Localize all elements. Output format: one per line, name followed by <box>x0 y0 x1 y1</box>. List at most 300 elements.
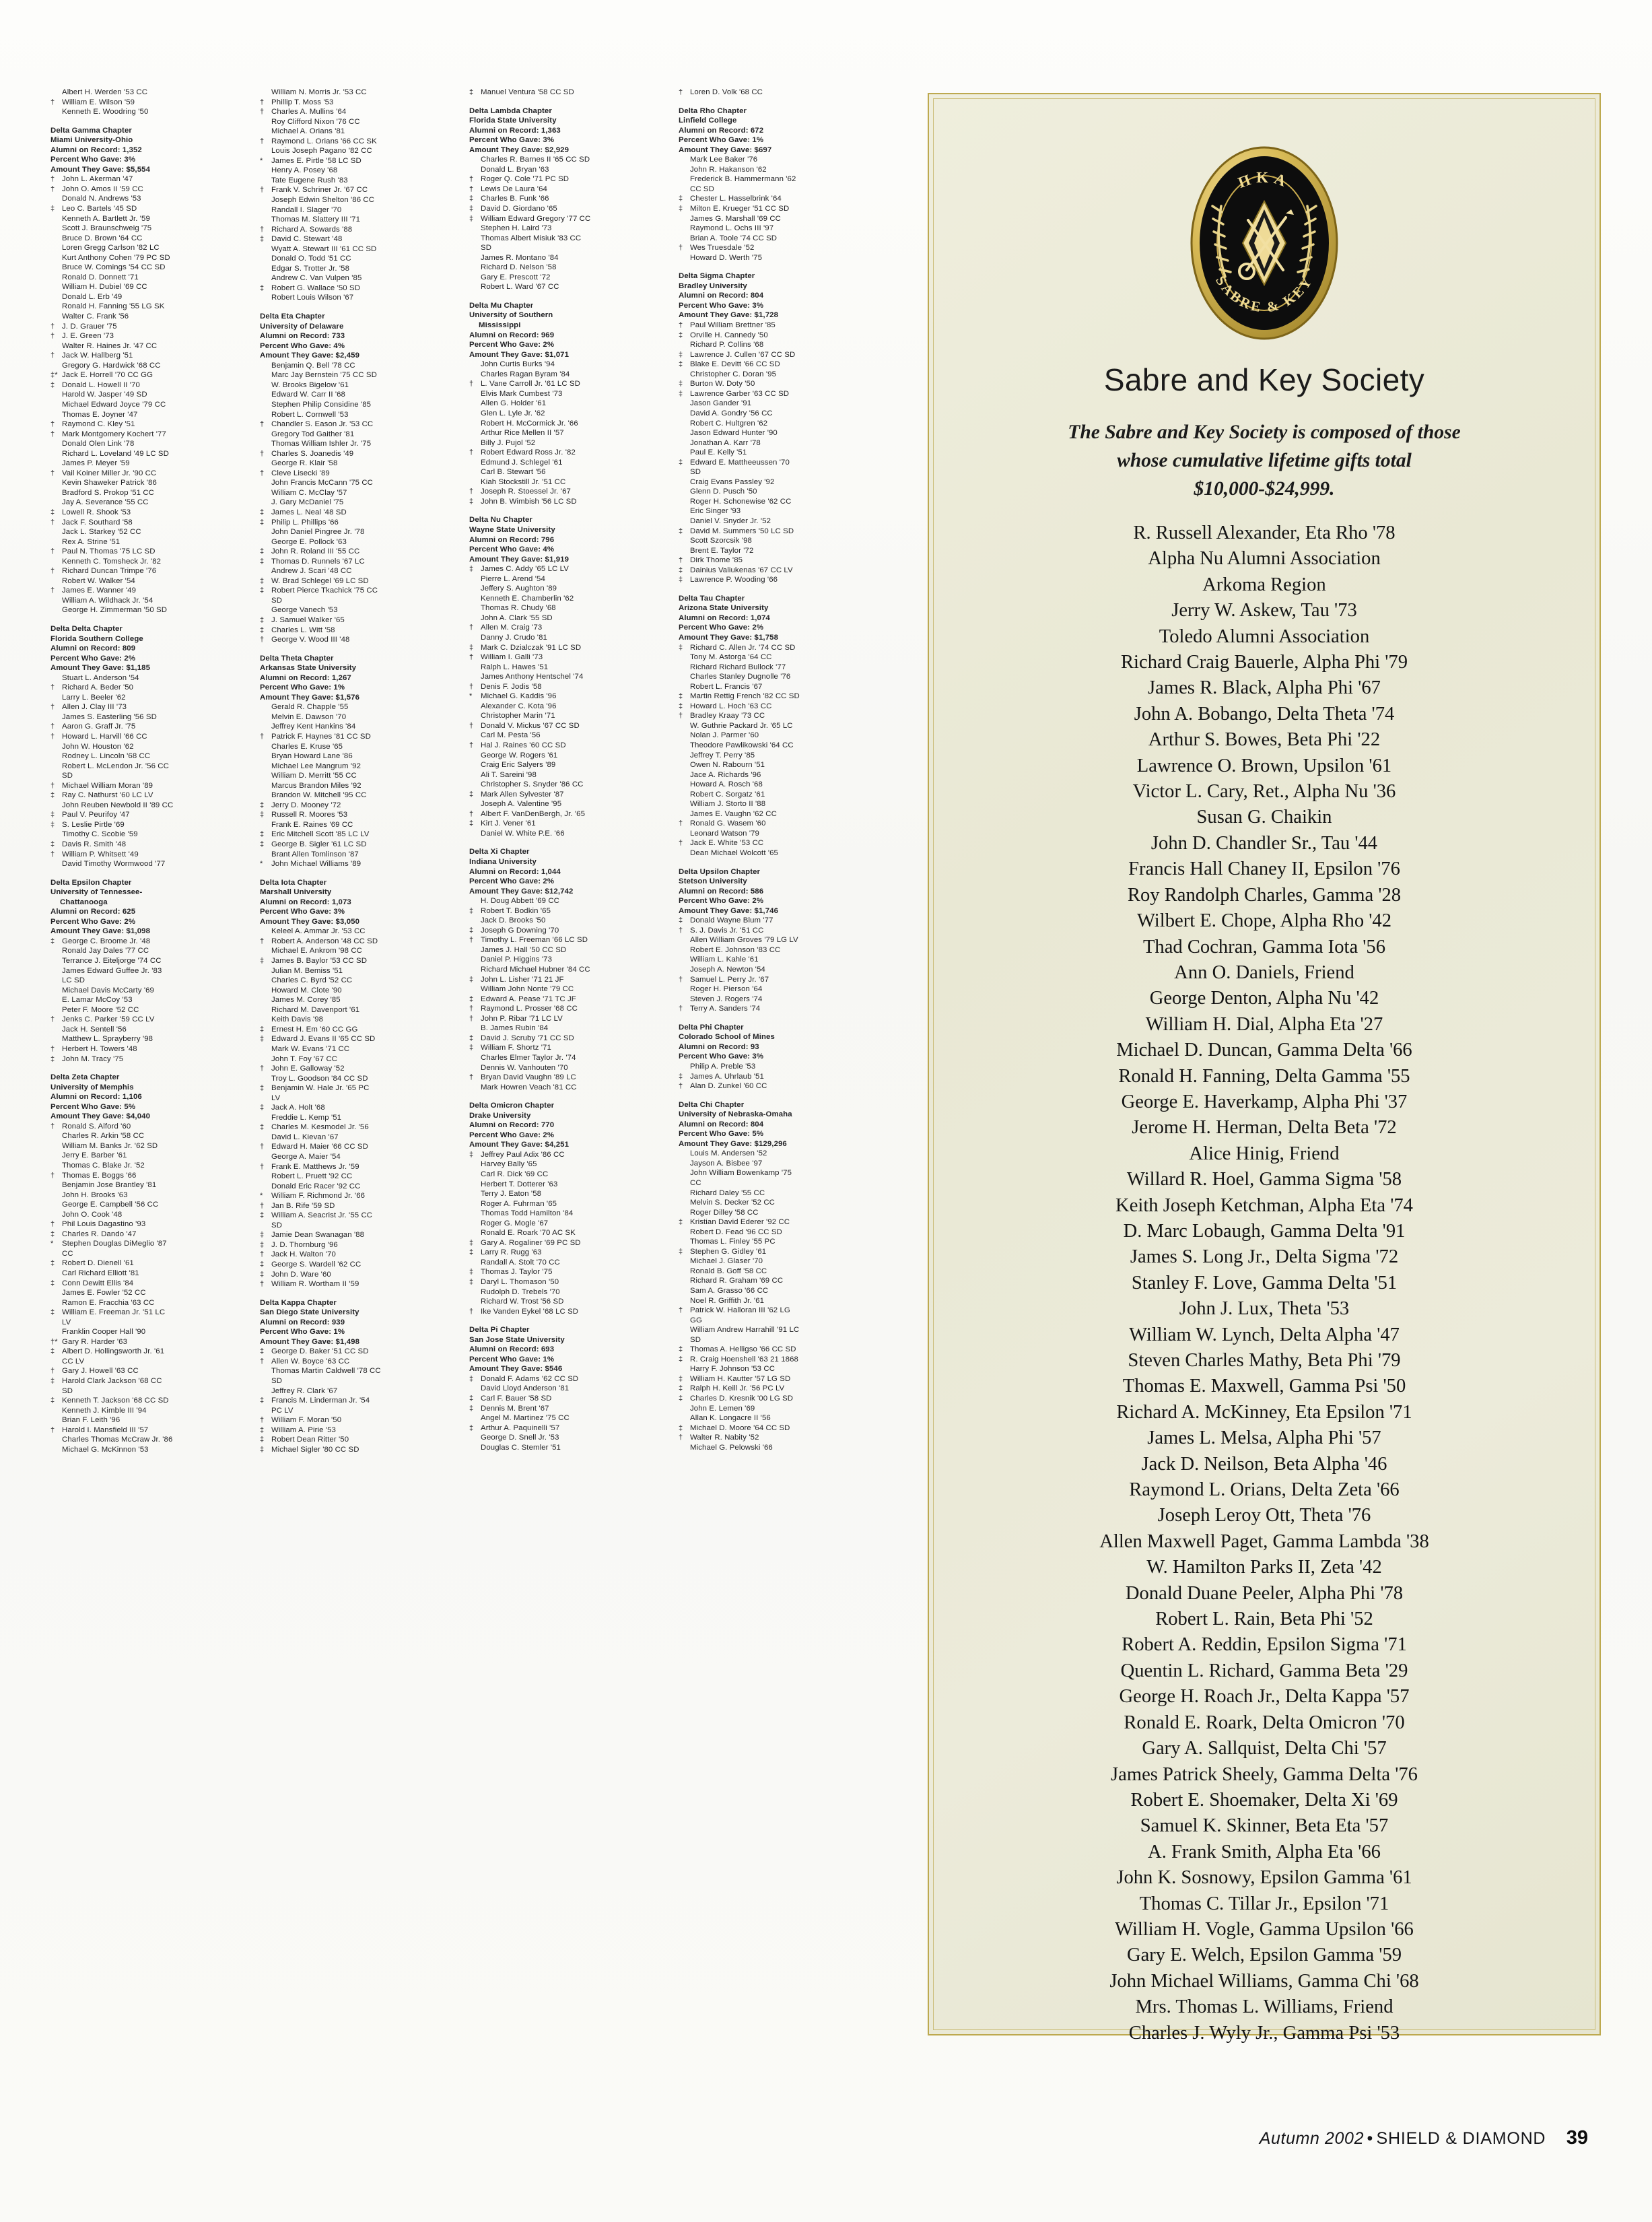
donor-name: Frank V. Schriner Jr. '67 CC <box>271 186 368 195</box>
donor-name: Thomas C. Blake Jr. '52 <box>62 1161 145 1170</box>
donor-name: Robert Louis Wilson '67 <box>271 294 354 302</box>
donor-name: Howard L. Harvill '66 CC <box>62 733 147 741</box>
donor-giving-mark: † <box>260 469 265 477</box>
donor-name: Donald Olen Link '78 <box>62 440 135 448</box>
donor-entry <box>679 331 881 341</box>
donor-entry <box>260 1162 462 1172</box>
donor-entry <box>469 1014 672 1024</box>
donor-name: Carl Richard Elliott '81 <box>62 1269 139 1277</box>
chapter-school: Indiana University <box>469 858 537 867</box>
donor-entry <box>260 127 462 137</box>
society-member: John K. Sosnowy, Epsilon Gamma '61 <box>1116 1867 1412 1889</box>
donor-name: Harold Clark Jackson '68 CC <box>62 1377 162 1385</box>
donor-entry <box>679 546 881 556</box>
donor-name: William Edward Gregory '77 CC <box>481 214 591 223</box>
donor-entry <box>469 1023 672 1034</box>
donor-entry <box>469 1180 672 1190</box>
donor-entry <box>469 165 672 175</box>
donor-giving-mark: * <box>260 860 263 869</box>
donor-name: Richard M. Davenport '61 <box>271 1005 360 1014</box>
donor-entry <box>469 574 672 584</box>
donor-giving-mark: † <box>260 937 265 945</box>
alumni-on-record: Alumni on Record: 1,106 <box>50 1093 142 1102</box>
donor-entry <box>469 1209 672 1219</box>
donor-giving-mark: † <box>679 88 683 96</box>
donor-name: J. D. Thornburg '96 <box>271 1240 338 1249</box>
donor-giving-mark: ‡ <box>469 1238 474 1247</box>
donor-name: Stephen Douglas DiMeglio '87 <box>62 1240 167 1248</box>
donor-name: David C. Stewart '48 <box>271 235 343 244</box>
donor-giving-mark: † <box>679 926 683 935</box>
donor-name: Aaron G. Graff Jr. '75 <box>62 722 136 731</box>
chapter-school: Drake University <box>469 1111 531 1120</box>
donor-giving-mark: ‡ <box>469 1044 474 1052</box>
donor-name: James M. Corey '85 <box>271 996 341 1005</box>
donor-giving-mark: † <box>50 1220 55 1229</box>
donor-name: John Michael Williams '89 <box>271 860 362 869</box>
donor-column-4 <box>679 88 888 2114</box>
donor-name: Charles Thomas McCraw Jr. '86 <box>62 1436 173 1444</box>
donor-name: George V. Wood III '48 <box>271 636 350 644</box>
donor-name: William F. Richmond Jr. '66 <box>271 1192 366 1201</box>
chapter-block <box>679 594 881 858</box>
donor-name: Melvin S. Decker '52 CC <box>690 1199 776 1207</box>
donor-entry <box>50 1258 253 1269</box>
donor-entry <box>469 389 672 399</box>
donor-name: Stephen H. Laird '73 <box>481 224 552 233</box>
donor-entry <box>260 1347 462 1357</box>
donor-entry <box>679 340 881 350</box>
donor-name: Harold W. Jasper '49 SD <box>62 391 147 399</box>
donor-entry <box>260 1133 462 1143</box>
donor-entry <box>679 692 881 702</box>
donor-entry <box>679 1394 881 1404</box>
donor-giving-mark: † <box>260 1280 265 1289</box>
chapter-header <box>260 878 462 927</box>
donor-name: Frank E. Raines '69 CC <box>271 820 353 829</box>
donor-name: Richard Daley '55 CC <box>690 1188 765 1197</box>
society-member: William W. Lynch, Delta Alpha '47 <box>1129 1324 1400 1345</box>
donor-entry <box>260 1201 462 1211</box>
donor-entry <box>50 88 253 98</box>
donor-entry <box>469 799 672 809</box>
chapter-block <box>679 271 881 585</box>
donor-name: Robert G. Wallace '50 SD <box>271 283 361 292</box>
donor-giving-mark: ‡ <box>469 1034 474 1042</box>
donor-giving-mark: † <box>469 487 474 496</box>
donor-name: Arthur Rice Mellen II '57 <box>481 429 564 438</box>
donor-name: Brant Allen Tomlinson '87 <box>271 850 359 858</box>
percent-who-gave: Percent Who Gave: 2% <box>469 1131 555 1139</box>
percent-who-gave: Percent Who Gave: 4% <box>260 341 345 350</box>
donor-name: Bruce W. Comings '54 CC SD <box>62 263 166 272</box>
donor-name: Allen M. Craig '73 <box>481 624 543 632</box>
donor-entry <box>50 1230 253 1240</box>
donor-entry <box>260 1182 462 1192</box>
donor-entry <box>50 1210 253 1220</box>
chapter-header <box>260 1298 462 1347</box>
donor-giving-mark: ‡ <box>679 566 683 574</box>
donor-entry <box>679 945 881 955</box>
donor-name: Theodore Pawlikowski '64 CC <box>690 741 794 749</box>
donor-name: Eric Singer '93 <box>690 507 741 516</box>
donor-entry <box>260 361 462 371</box>
donor-entry <box>260 459 462 469</box>
donor-name: Jason Edward Hunter '90 <box>690 429 778 438</box>
donor-giving-mark: ‡ <box>260 1231 265 1240</box>
donor-entry <box>679 497 881 507</box>
donor-name: John T. Foy '67 CC <box>271 1054 338 1063</box>
footer-separator: • <box>1367 2129 1374 2148</box>
donor-entry <box>469 672 672 682</box>
donor-entry <box>469 643 672 653</box>
donor-entry <box>679 1247 881 1257</box>
donor-giving-mark: ‡ <box>260 1270 265 1279</box>
donor-entry <box>679 1198 881 1208</box>
donor-entry <box>469 1404 672 1414</box>
donor-name: Charles M. Kesmodel Jr. '56 <box>271 1123 369 1132</box>
donor-entry <box>260 605 462 615</box>
donor-entry <box>679 1306 881 1316</box>
donor-name: Gary A. Rogaliner '69 PC SD <box>481 1238 581 1247</box>
society-member-list <box>948 520 1581 2046</box>
donor-giving-mark: † <box>469 624 474 632</box>
chapter-name: Delta Omicron Chapter <box>469 1102 555 1110</box>
donor-entry <box>260 234 462 244</box>
donor-name: Conn Dewitt Ellis '84 <box>62 1279 134 1287</box>
donor-name: Pierre L. Arend '54 <box>481 574 545 583</box>
donor-giving-mark: † <box>50 322 55 331</box>
donor-entry <box>50 1025 253 1035</box>
donor-name: Kenneth E. Woodring '50 <box>62 108 149 116</box>
donor-entry <box>260 1357 462 1367</box>
donor-name: Allan K. Longacre II '56 <box>690 1414 771 1423</box>
donor-entry <box>679 379 881 389</box>
society-member: Wilbert E. Chope, Alpha Rho '42 <box>1136 910 1392 932</box>
donor-entry <box>679 721 881 731</box>
donor-name: George D. Snell Jr. '53 <box>481 1434 559 1442</box>
donor-name: Jeffrey R. Clark '67 <box>271 1386 338 1395</box>
donor-entry <box>50 956 253 966</box>
donor-name: John O. Amos II '59 CC <box>62 184 143 193</box>
donor-giving-mark: ‡ <box>469 819 474 828</box>
society-member: Toledo Alumni Association <box>1159 626 1370 647</box>
donor-entry <box>50 605 253 615</box>
donor-entry <box>679 389 881 399</box>
donor-giving-mark: ‡ <box>469 1423 474 1432</box>
donor-entry <box>679 566 881 576</box>
donor-entry <box>260 117 462 127</box>
donor-name: Timothy C. Scobie '59 <box>62 830 138 839</box>
chapter-name: Delta Iota Chapter <box>260 878 327 887</box>
donor-entry <box>50 1415 253 1425</box>
donor-giving-mark: † <box>50 175 55 184</box>
donor-name: Scott J. Braunschweig '75 <box>62 224 152 233</box>
donor-entry <box>679 1433 881 1443</box>
donor-giving-mark: ‡ <box>50 205 55 213</box>
donor-name: Walter C. Frank '56 <box>62 312 129 321</box>
donor-name: Michael G. Pelowski '66 <box>690 1443 773 1452</box>
donor-name: Robert T. Bodkin '65 <box>481 906 551 915</box>
donor-name: Thomas M. Slattery III '71 <box>271 215 361 224</box>
donor-name: William E. Wilson '59 <box>62 98 135 106</box>
donor-name: Thomas E. Joyner '47 <box>62 410 138 419</box>
donor-giving-mark: ‡ <box>679 1384 683 1393</box>
donor-name: Benjamin Jose Brantley '81 <box>62 1181 157 1190</box>
chapter-school: University of Southern <box>469 311 553 320</box>
chapter-block <box>469 106 672 292</box>
donor-entry <box>260 449 462 459</box>
donor-entry <box>260 1191 462 1201</box>
donor-entry <box>50 419 253 430</box>
donor-name: Jonathan A. Karr '78 <box>690 438 761 447</box>
donor-name: Ronald G. Wasem '60 <box>690 819 766 828</box>
donor-entry <box>679 916 881 926</box>
donor-entry <box>679 556 881 566</box>
donor-giving-mark: ‡ <box>50 1230 55 1238</box>
donor-entry <box>469 1034 672 1044</box>
donor-name: Carl B. Stewart '56 <box>481 468 546 477</box>
percent-who-gave: Percent Who Gave: 2% <box>679 624 764 632</box>
donor-giving-mark: ‡ <box>260 1260 265 1269</box>
donor-column-1 <box>50 88 260 2114</box>
donor-name: William H. Dubiel '69 CC <box>62 283 147 292</box>
donor-name: W. Brad Schlegel '69 LC SD <box>271 576 369 585</box>
donor-name: Donald Wayne Blum '77 <box>690 916 773 925</box>
percent-who-gave: Percent Who Gave: 1% <box>260 1328 345 1337</box>
donor-entry <box>469 360 672 370</box>
donor-name: Gary E. Prescott '72 <box>481 273 551 281</box>
donor-entry <box>469 253 672 263</box>
donor-name: Richard C. Allen Jr. '74 CC SD <box>690 643 796 652</box>
donor-entry <box>469 594 672 604</box>
donor-name: S. Leslie Pirtle '69 <box>62 820 125 829</box>
percent-who-gave: Percent Who Gave: 3% <box>50 156 136 164</box>
alumni-on-record: Alumni on Record: 969 <box>469 331 555 339</box>
donor-name: Roger H. Pierson '64 <box>690 985 763 994</box>
donor-entry <box>260 1015 462 1025</box>
donor-name: Jeffrey Kent Hankins '84 <box>271 722 356 731</box>
donor-entry <box>679 838 881 848</box>
donor-giving-mark: ‡ <box>679 458 683 467</box>
donor-name: Charles Ragan Byram '84 <box>481 370 570 378</box>
donor-giving-mark: † <box>50 733 55 741</box>
donor-giving-mark: † <box>469 1005 474 1013</box>
donor-name: Ronald D. Donnett '71 <box>62 273 139 281</box>
chapter-block <box>469 847 672 1092</box>
donor-entry <box>260 390 462 400</box>
chapter-name: Delta Theta Chapter <box>260 654 334 663</box>
donor-giving-mark: ‡ <box>50 1054 55 1063</box>
donor-entry <box>260 547 462 557</box>
donor-name: Paul V. Peurifoy '47 <box>62 811 130 819</box>
donor-name: Roger Dilley '58 CC <box>690 1208 759 1217</box>
donor-name: James E. Pirtle '58 LC SD <box>271 156 362 165</box>
donor-entry <box>260 185 462 195</box>
donor-name-continuation: GG <box>690 1316 702 1324</box>
donor-name: George D. Baker '51 CC SD <box>271 1347 369 1356</box>
donor-name: Daniel P. Higgins '73 <box>481 955 553 964</box>
donor-giving-mark: ‡ <box>679 205 683 213</box>
donor-entry <box>469 613 672 624</box>
donor-entry <box>679 194 881 204</box>
donor-name: Bryan David Vaughn '89 LC <box>481 1073 576 1082</box>
donor-entry <box>260 1211 462 1221</box>
donor-entry <box>679 234 881 244</box>
donor-giving-mark: † <box>50 850 55 858</box>
donor-name: George H. Zimmerman '50 SD <box>62 606 168 615</box>
donor-name: George A. Maier '54 <box>271 1152 341 1161</box>
society-member: Jerry W. Askew, Tau '73 <box>1171 600 1357 621</box>
donor-name: Angel M. Martinez '75 CC <box>481 1414 570 1423</box>
donor-name: David L. Kievan '67 <box>271 1133 339 1141</box>
donor-name: Joseph A. Newton '54 <box>690 966 765 974</box>
chapter-name: Delta Eta Chapter <box>260 312 325 321</box>
donor-name: Charles E. Kruse '65 <box>271 742 343 751</box>
society-member: James R. Black, Alpha Phi '67 <box>1148 677 1381 699</box>
donor-entry <box>679 527 881 537</box>
donor-name: Blake E. Devitt '66 CC SD <box>690 360 780 369</box>
donor-entry <box>469 780 672 790</box>
donor-entry <box>679 321 881 331</box>
chapter-block <box>260 654 462 869</box>
donor-name: Donald L. Erb '49 <box>62 292 123 301</box>
donor-name: Robert L. McLendon Jr. '56 CC <box>62 762 169 770</box>
donor-entry <box>260 1113 462 1123</box>
donor-entry <box>260 537 462 547</box>
donor-entry <box>679 204 881 214</box>
donor-entry <box>469 477 672 487</box>
donor-entry <box>50 537 253 547</box>
donor-entry <box>260 850 462 860</box>
donor-entry <box>50 214 253 224</box>
donor-name: Jack E. Horrell '70 CC GG <box>62 371 153 380</box>
donor-entry <box>469 926 672 936</box>
donor-entry <box>679 165 881 175</box>
donor-name-continuation: SD <box>481 244 492 252</box>
donor-name: Robert Dean Ritter '50 <box>271 1436 349 1444</box>
donor-giving-mark: † <box>260 98 265 106</box>
donor-name: Lawrence P. Wooding '66 <box>690 576 778 584</box>
donor-name: W. Guthrie Packard Jr. '65 LC <box>690 721 793 730</box>
donor-entry <box>50 732 253 742</box>
donor-giving-mark: † <box>50 703 55 712</box>
donor-entry <box>50 586 253 596</box>
donor-name: Donald N. Andrews '53 <box>62 195 141 203</box>
donor-name: Raymond C. Kley '51 <box>62 420 135 429</box>
donor-giving-mark: † <box>50 781 55 790</box>
chapter-continuation-block <box>260 88 462 303</box>
donor-name: Ramon E. Fracchia '63 CC <box>62 1298 155 1307</box>
society-member: Arkoma Region <box>1202 574 1326 595</box>
alumni-on-record: Alumni on Record: 804 <box>679 1120 764 1129</box>
donor-entry <box>260 927 462 937</box>
donor-entry <box>679 663 881 673</box>
chapter-header <box>50 878 253 937</box>
donor-name: Ronald Jay Dales '77 CC <box>62 947 149 955</box>
amount-they-gave: Amount They Gave: $1,728 <box>679 311 778 320</box>
donor-name: William E. Freeman Jr. '51 LC <box>62 1308 166 1317</box>
donor-entry <box>50 1435 253 1445</box>
donor-giving-mark: † <box>50 332 55 341</box>
donor-name: Jace A. Richards '96 <box>690 770 761 779</box>
donor-entry <box>50 449 253 459</box>
donor-name: Andrew C. Van Vulpen '85 <box>271 274 362 283</box>
chapter-block <box>50 126 253 615</box>
donor-name: Frederick B. Hammermann '62 <box>690 175 796 184</box>
donor-name: Kenneth T. Jackson '68 CC SD <box>62 1396 169 1405</box>
donor-entry <box>260 1386 462 1396</box>
percent-who-gave: Percent Who Gave: 5% <box>679 1130 764 1139</box>
donor-giving-mark: ‡ <box>260 626 265 634</box>
donor-entry <box>469 916 672 926</box>
donor-name: William A. Pirie '53 <box>271 1425 336 1434</box>
donor-giving-mark: ‡ <box>679 1374 683 1383</box>
donor-giving-mark: ‡ <box>260 1347 265 1356</box>
donor-name: Richard A. Sowards '88 <box>271 225 353 234</box>
donor-name: Herbert T. Dotterer '63 <box>481 1180 558 1188</box>
donor-name: Walter R. Haines Jr. '47 CC <box>62 341 158 350</box>
donor-entry <box>679 1325 881 1335</box>
donor-name: George W. Rogers '61 <box>481 751 558 760</box>
donor-giving-mark: † <box>260 420 265 429</box>
donor-giving-mark: † <box>50 1122 55 1131</box>
donor-name: Bruce D. Brown '64 CC <box>62 234 143 242</box>
donor-entry <box>50 995 253 1005</box>
donor-giving-mark: † <box>679 712 683 720</box>
percent-who-gave: Percent Who Gave: 1% <box>679 136 764 145</box>
donor-giving-mark: ‡ <box>50 937 55 945</box>
chapter-header <box>260 312 462 361</box>
donor-giving-mark: † <box>260 1250 265 1259</box>
donor-entry <box>469 702 672 712</box>
donor-entry <box>50 478 253 488</box>
donor-entry <box>469 711 672 721</box>
chapter-header <box>679 271 881 321</box>
donor-entry <box>469 790 672 800</box>
donor-name: Dennis W. Vanhouten '70 <box>481 1063 568 1072</box>
donor-name: Harvey Bally '65 <box>481 1160 537 1169</box>
chapter-name: Delta Mu Chapter <box>469 301 534 310</box>
chapter-name: Delta Delta Chapter <box>50 624 123 633</box>
donor-entry <box>679 1276 881 1286</box>
donor-giving-mark: * <box>469 692 473 701</box>
donor-giving-mark: † <box>50 98 55 106</box>
donor-name: John Daniel Pingree Jr. '78 <box>271 528 365 537</box>
donor-entry <box>260 586 462 596</box>
donor-giving-mark: ‡ <box>260 811 265 819</box>
donor-entry <box>50 986 253 996</box>
chapter-name: Delta Kappa Chapter <box>260 1298 337 1307</box>
donor-name: Kevin Shaweker Patrick '86 <box>62 479 157 487</box>
donor-name: Larry R. Rugg '63 <box>481 1248 542 1257</box>
donor-name: Edmund J. Schlegel '61 <box>481 458 563 467</box>
donor-entry <box>469 204 672 214</box>
donor-name: Walter R. Nabity '52 <box>690 1434 759 1442</box>
donor-entry <box>260 1103 462 1113</box>
chapter-header <box>50 126 253 175</box>
donor-name: Robert A. Anderson '48 CC SD <box>271 937 378 945</box>
donor-name: John William Bowenkamp '75 <box>690 1169 792 1178</box>
donor-name-continuation: LV <box>62 1318 71 1326</box>
chapter-school: Colorado School of Mines <box>679 1033 775 1042</box>
donor-entry <box>679 1374 881 1384</box>
donor-entry <box>679 1286 881 1296</box>
alumni-on-record: Alumni on Record: 1,044 <box>469 867 561 876</box>
donor-entry <box>469 1297 672 1307</box>
chapter-block <box>679 106 881 263</box>
donor-entry <box>679 731 881 741</box>
